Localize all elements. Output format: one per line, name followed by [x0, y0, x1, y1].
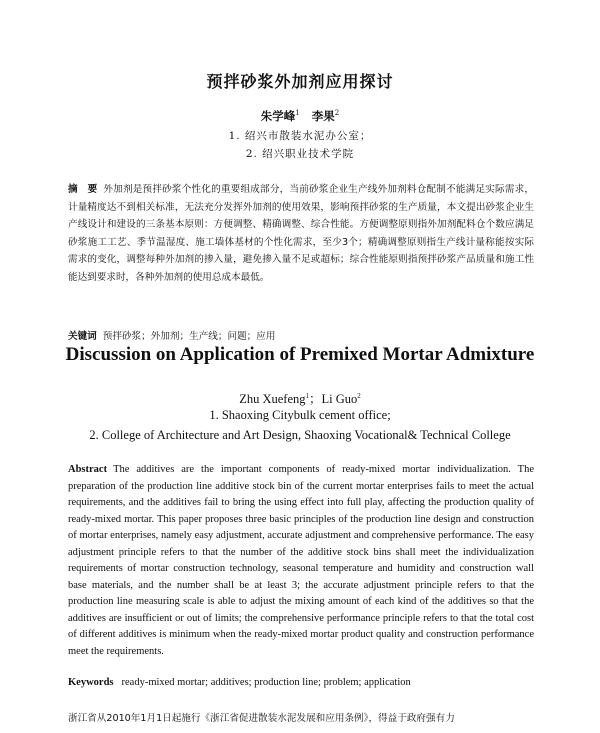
- chinese-author-1-sup: 1: [295, 109, 300, 118]
- english-affiliation-1: 1. Shaoxing Citybulk cement office;: [209, 408, 391, 422]
- chinese-keywords-label: 关键词: [68, 331, 97, 342]
- english-abstract: [68, 462, 534, 660]
- english-keywords-text: ready-mixed mortar; additives; production line; problem; application: [121, 677, 411, 688]
- english-author-separator: ；: [309, 392, 322, 406]
- chinese-author-2-sup: 2: [334, 109, 340, 118]
- english-author-2-sup: 2: [357, 391, 361, 400]
- chinese-keywords: [68, 328, 534, 342]
- english-author-1-sup: 1: [305, 391, 309, 400]
- chinese-abstract-label: 摘 要: [68, 184, 98, 195]
- english-abstract-text: The additives are the important components of ready-mixed mortar individualization. The preparation of the production line additive stock bin of the current mortar enterprises fails to meet the actual requirements, and the additives fail to bring the using effect into full play, affecting the production quality of ready-mixed mortar. This paper proposes three basic principles of the production line design and construction of mortar enterprises, namely easy adjustment, accurate adjustment and comprehensive performance. The easy adjustment principle refers to that the number of the additive stock bins shall meet the individualization requirements of mortar construction technology, seasonal temperature and humidity and construction wall base materials, and the number shall be at least 3; the accurate adjustment principle refers to that the production line measuring scale is able to adjust the mixing amount of each kind of the additives so that the additives are insufficient or out of limits; the comprehensive performance principle refers to that the total cost of different additives is minimum when the ready-mixed mortar product quality and construction performance meet the requirements.: [68, 464, 534, 657]
- chinese-abstract-text: 外加剂是预拌砂浆个性化的重要组成部分，当前砂浆企业生产线外加剂料仓配制不能满足实际需求，计量精度达不到相关标准，无法充分发挥外加剂的使用效果，影响预拌砂浆的生产质量，本文提出砂浆企业生产线设计和建设的三条基本原则：方便调整、精确调整、综合性能。方便调整原则指外加剂配料仓个数应满足砂浆施工工艺、季节温湿度、施工墙体基材的个性化需求，至少3个；精确调整原则指生产线计量称能按实际需求的变化，调整每种外加剂的掺入量，避免掺入量不足或超标；综合性能原则指预拌砂浆产品质量和施工性能达到要求时，各种外加剂的使用总成本最低。: [68, 184, 534, 283]
- chinese-keywords-text: 预拌砂浆；外加剂；生产线；问题；应用: [102, 331, 276, 342]
- chinese-author-2: 李果: [311, 109, 335, 123]
- chinese-title: 预拌砂浆外加剂应用探讨: [206, 72, 394, 91]
- chinese-author-1: 朱学峰: [260, 109, 296, 123]
- english-title: Discussion on Application of Premixed Mortar Admixture: [65, 344, 535, 365]
- english-keywords: [68, 677, 534, 688]
- english-author-2: Li Guo: [321, 392, 358, 406]
- body-first-line: 浙江省从2010年1月1日起施行《浙江省促进散装水泥发展和应用条例》，得益于政府强有力: [68, 713, 455, 724]
- english-abstract-label: Abstract: [68, 464, 108, 475]
- english-author-1: Zhu Xuefeng: [239, 392, 306, 406]
- english-affiliation-2: 2. College of Architecture and Art Design, Shaoxing Vocational& Technical College: [89, 428, 511, 442]
- chinese-authors: [0, 108, 600, 124]
- chinese-affiliation-1: 1. 绍兴市散装水泥办公室；: [228, 130, 372, 142]
- chinese-abstract: [68, 181, 534, 287]
- chinese-affiliation-2: 2. 绍兴职业技术学院: [245, 148, 355, 160]
- english-authors: [0, 389, 600, 407]
- english-keywords-label: Keywords: [68, 677, 114, 688]
